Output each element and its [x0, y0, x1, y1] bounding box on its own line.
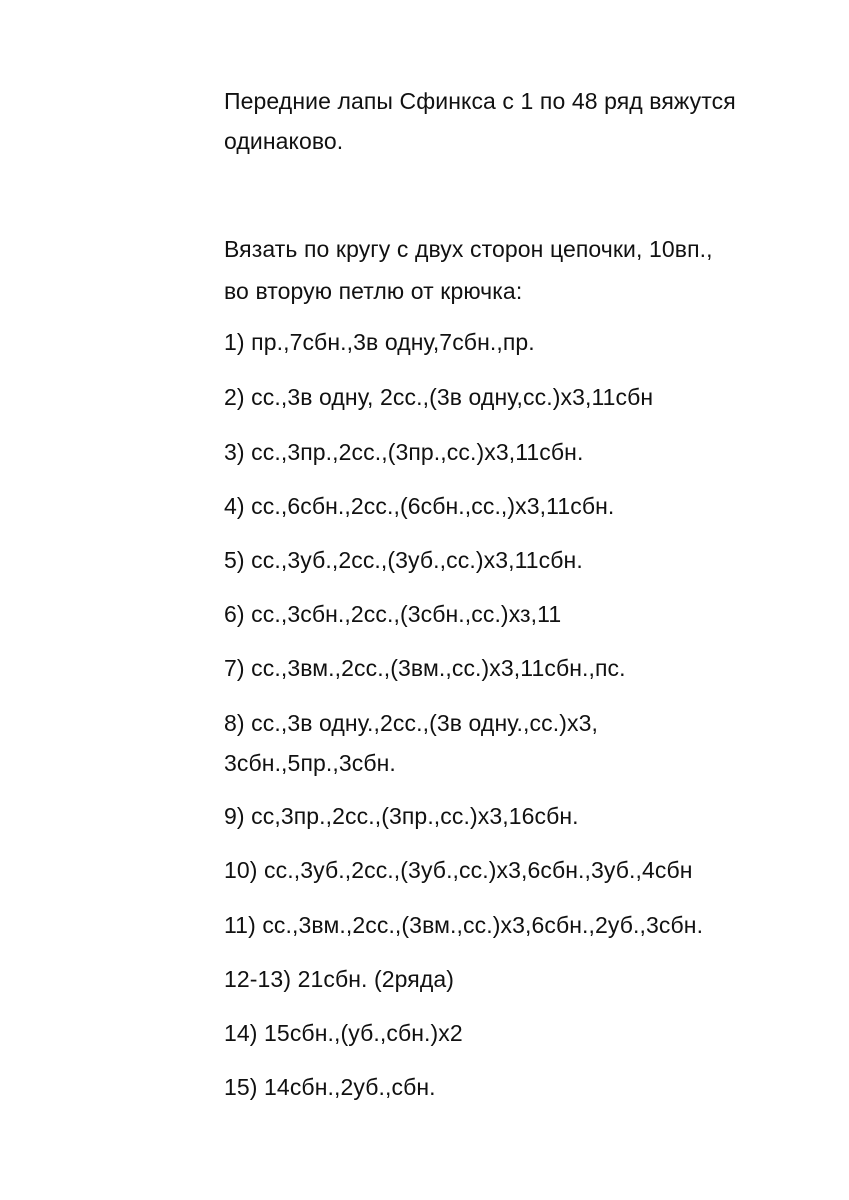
row-11: 11) сс.,3вм.,2сс.,(3вм.,сс.)х3,6сбн.,2уб.,3сбн. — [224, 912, 704, 938]
row-12-13: 12-13) 21сбн. (2ряда) — [224, 966, 455, 992]
row-2: 2) сс.,3в одну, 2сс.,(3в одну,сс.)х3,11сбн — [224, 384, 654, 410]
row-3: 3) сс.,3пр.,2сс.,(3пр.,сс.)х3,11сбн. — [224, 439, 584, 465]
row-15: 15) 14сбн.,2уб.,сбн. — [224, 1074, 436, 1100]
intro-line-1: Передние лапы Сфинкса с 1 по 48 ряд вяжутся — [224, 88, 736, 114]
row-5: 5) сс.,3уб.,2сс.,(3уб.,сс.)х3,11сбн. — [224, 547, 583, 573]
row-8-continued: 3сбн.,5пр.,3сбн. — [224, 750, 396, 776]
intro-line-2: одинаково. — [224, 128, 344, 154]
row-1: 1) пр.,7сбн.,3в одну,7сбн.,пр. — [224, 329, 535, 355]
row-14: 14) 15сбн.,(уб.,сбн.)х2 — [224, 1020, 463, 1046]
row-9: 9) сс,3пр.,2сс.,(3пр.,сс.)х3,16сбн. — [224, 803, 579, 829]
instruction-line-1: Вязать по кругу с двух сторон цепочки, 10вп., — [224, 236, 713, 262]
row-10: 10) сс.,3уб.,2сс.,(3уб.,сс.)х3,6сбн.,3уб.,4сбн — [224, 857, 693, 883]
row-4: 4) сс.,6сбн.,2сс.,(6сбн.,сс.,)х3,11сбн. — [224, 493, 615, 519]
row-8: 8) сс.,3в одну.,2сс.,(3в одну.,сс.)х3, — [224, 710, 598, 736]
row-6: 6) сс.,3сбн.,2сс.,(3сбн.,сс.)хз,11 — [224, 601, 562, 627]
instruction-line-2: во вторую петлю от крючка: — [224, 278, 523, 304]
row-7: 7) сс.,3вм.,2сс.,(3вм.,сс.)х3,11сбн.,пс. — [224, 655, 626, 681]
